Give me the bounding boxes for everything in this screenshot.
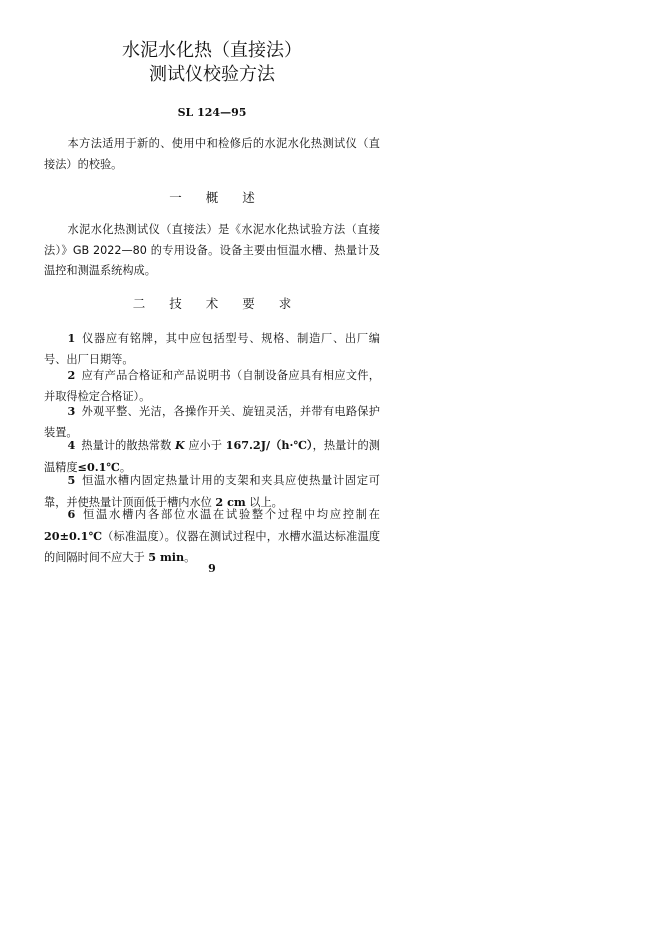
standard-code: SL 124—95 xyxy=(177,106,247,119)
value-interval: 5 min xyxy=(148,550,185,564)
item-text: 外观平整、光洁，各操作开关、旋钮灵活，并带有电路保护装置。 xyxy=(44,405,380,439)
value-dissipation-constant: 167.2J/（h·℃） xyxy=(225,438,313,452)
intro-paragraph: 本方法适用于新的、使用中和检修后的水泥水化热测试仪（直接法）的校验。 xyxy=(44,137,380,171)
item-text: ，热量计的测温精度 xyxy=(44,439,380,474)
symbol-k: K xyxy=(174,438,185,452)
page-number: 9 xyxy=(208,562,216,575)
item-text: 恒温水槽内各部位水温在试验整个过程中均应控制在 xyxy=(81,508,380,521)
item-1 xyxy=(44,328,380,370)
item-text: 以上。 xyxy=(249,495,283,509)
item-text: 。 xyxy=(184,551,196,564)
item-text: 仪器应有铭牌，其中应包括型号、规格、制造厂、出厂编号、出厂日期等。 xyxy=(44,332,380,366)
item-text: （标准温度）。仪器在测试过程中，水槽水温达标准温度的间隔时间不应大于 xyxy=(44,529,381,564)
item-number: 6 xyxy=(67,507,76,521)
item-number: 1 xyxy=(67,331,76,345)
item-text: 热量计的散热常数 xyxy=(81,439,172,452)
item-number: 2 xyxy=(67,368,76,382)
item-text: 恒温水槽内固定热量计用的支架和夹具应使热量计固定可靠，并使热量计顶面低于槽内水位 xyxy=(44,474,380,509)
item-number: 3 xyxy=(67,404,76,418)
section1-paragraph: 水泥水化热测试仪（直接法）是《水泥水化热试验方法（直接法）》GB 2022—80 的专用设备。设备主要由恒温水槽、热量计及温控和测温系统构成。 xyxy=(44,223,380,277)
item-6 xyxy=(44,504,380,569)
value-accuracy: ≤0.1℃ xyxy=(77,459,120,474)
value-standard-temperature: 20±0.1℃ xyxy=(44,528,103,543)
section1-heading: 一 概 述 xyxy=(169,190,255,205)
item-text: 应小于 xyxy=(188,439,223,452)
document-title-line2: 测试仪校验方法 xyxy=(149,64,275,85)
section2-heading: 二 技 术 要 求 xyxy=(132,296,292,311)
item-text: 。 xyxy=(119,460,132,474)
item-number: 5 xyxy=(67,473,76,487)
document-title-line1: 水泥水化热（直接法） xyxy=(122,40,302,61)
value-water-level: 2 cm xyxy=(215,494,246,509)
item-text: 应有产品合格证和产品说明书（自制设备应具有相应文件，并取得检定合格证）。 xyxy=(44,369,380,403)
item-number: 4 xyxy=(67,438,76,452)
